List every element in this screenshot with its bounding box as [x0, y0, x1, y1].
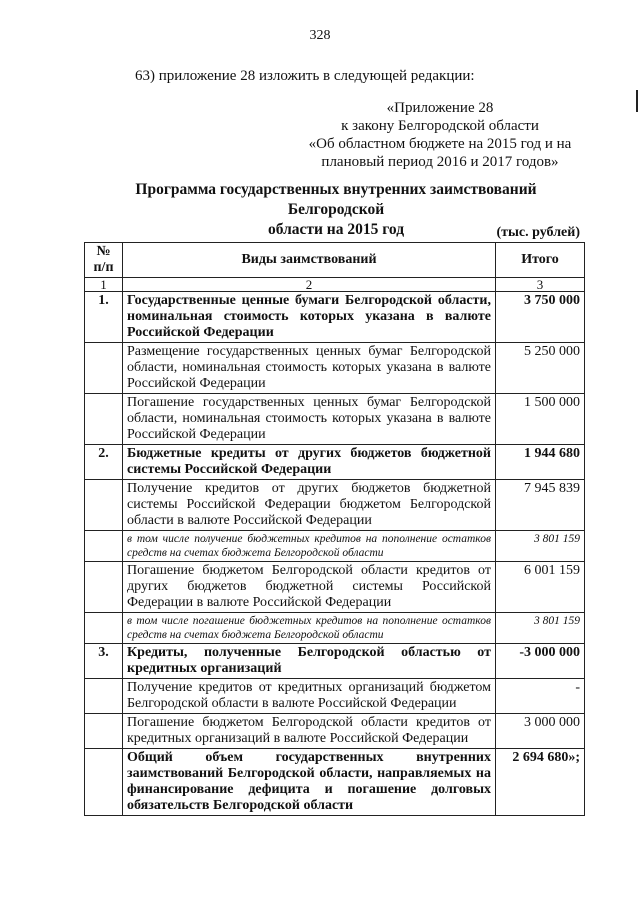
- header-type: Виды заимствований: [123, 243, 496, 278]
- row-amount: 5 250 000: [496, 343, 585, 394]
- row-number: [85, 343, 123, 394]
- header-total: Итого: [496, 243, 585, 278]
- row-name: Получение кредитов от кредитных организаций бюджетом Белгородской области в валюте Российской Федерации: [123, 679, 496, 714]
- row-name: в том числе погашение бюджетных кредитов на пополнение остатков средств на счетах бюджета Белгородской области: [123, 613, 496, 644]
- amendment-instruction: 63) приложение 28 изложить в следующей редакции:: [135, 68, 475, 84]
- row-amount: 1 944 680: [496, 445, 585, 480]
- table-row: [85, 394, 585, 445]
- row-number: [85, 714, 123, 749]
- row-number: [85, 480, 123, 531]
- table-index-row: [85, 278, 585, 292]
- table-row: [85, 714, 585, 749]
- row-number: [85, 531, 123, 562]
- row-name: Погашение бюджетом Белгородской области кредитов от кредитных организаций в валюте Российской Федерации: [123, 714, 496, 749]
- row-amount: 2 694 680»;: [496, 749, 585, 816]
- row-amount: 3 750 000: [496, 292, 585, 343]
- appendix-line-1: «Приложение 28: [386, 100, 494, 116]
- appendix-line-4: плановый период 2016 и 2017 годов»: [321, 154, 559, 170]
- row-number: [85, 679, 123, 714]
- row-amount: 3 801 159: [496, 531, 585, 562]
- row-number: 1.: [85, 292, 123, 343]
- index-cell-3: 3: [496, 278, 585, 292]
- row-amount: 7 945 839: [496, 480, 585, 531]
- row-amount: 6 001 159: [496, 562, 585, 613]
- table-row: [85, 343, 585, 394]
- table-row: [85, 644, 585, 679]
- row-number: [85, 562, 123, 613]
- title-line-1: Программа государственных внутренних заимствований Белгородской: [135, 181, 537, 218]
- row-amount: 3 000 000: [496, 714, 585, 749]
- title-line-2: области на 2015 год: [267, 221, 405, 238]
- row-name: в том числе получение бюджетных кредитов на пополнение остатков средств на счетах бюджета Белгородской области: [123, 531, 496, 562]
- table-header-row: [85, 243, 585, 278]
- row-amount: -: [496, 679, 585, 714]
- row-name: Погашение государственных ценных бумаг Белгородской области, номинальная стоимость которых указана в валюте Российской Федерации: [123, 394, 496, 445]
- table-row: [85, 679, 585, 714]
- row-name: Государственные ценные бумаги Белгородской области, номинальная стоимость которых указана в валюте Российской Федерации: [123, 292, 496, 343]
- appendix-header: [290, 99, 590, 171]
- row-number: 2.: [85, 445, 123, 480]
- table-row: [85, 613, 585, 644]
- table-row: [85, 562, 585, 613]
- row-name: Общий объем государственных внутренних заимствований Белгородской области, направляемых на финансирование дефицита и погашение долговых обязательств Белгородской области: [123, 749, 496, 816]
- row-name: Бюджетные кредиты от других бюджетов бюджетной системы Российской Федерации: [123, 445, 496, 480]
- row-name: Кредиты, полученные Белгородской областью от кредитных организаций: [123, 644, 496, 679]
- table-row: [85, 292, 585, 343]
- row-number: 3.: [85, 644, 123, 679]
- row-amount: 3 801 159: [496, 613, 585, 644]
- header-num: № п/п: [85, 243, 123, 278]
- row-name: Погашение бюджетом Белгородской области кредитов от других бюджетов бюджетной системы Российской Федерации в валюте Российской Федерации: [123, 562, 496, 613]
- index-cell-1: 1: [85, 278, 123, 292]
- appendix-line-3: «Об областном бюджете на 2015 год и на: [308, 136, 572, 152]
- table-row-total: [85, 749, 585, 816]
- appendix-line-2: к закону Белгородской области: [341, 118, 539, 134]
- row-number: [85, 749, 123, 816]
- row-number: [85, 613, 123, 644]
- row-name: Получение кредитов от других бюджетов бюджетной системы Российской Федерации бюджетом Белгородской области в валюте Российской Федерации: [123, 480, 496, 531]
- table-row: [85, 480, 585, 531]
- row-number: [85, 394, 123, 445]
- page-number: 328: [309, 28, 331, 43]
- margin-mark: [636, 90, 638, 112]
- row-amount: -3 000 000: [496, 644, 585, 679]
- table-row: [85, 445, 585, 480]
- row-amount: 1 500 000: [496, 394, 585, 445]
- row-name: Размещение государственных ценных бумаг Белгородской области, номинальная стоимость которых указана в валюте Российской Федерации: [123, 343, 496, 394]
- index-cell-2: 2: [123, 278, 496, 292]
- table-row: [85, 531, 585, 562]
- borrowing-program-table: [84, 242, 585, 816]
- units-label: (тыс. рублей): [496, 225, 580, 240]
